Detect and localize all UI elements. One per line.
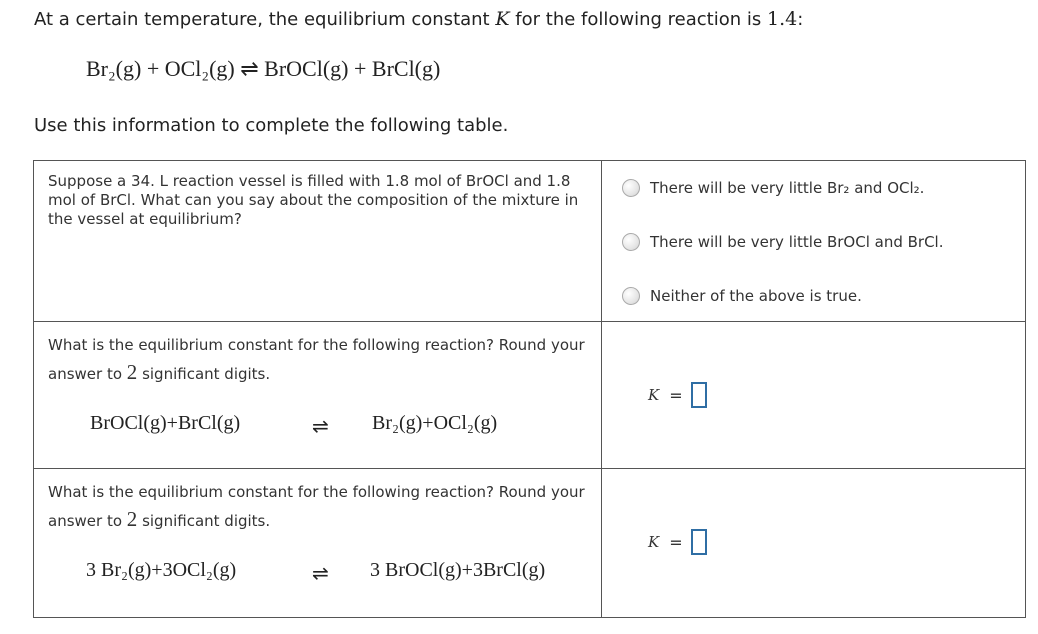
equals-sign: = xyxy=(669,532,683,552)
intro-text xyxy=(34,8,803,30)
k-label: K xyxy=(648,386,660,404)
table-row xyxy=(34,322,1026,469)
k-answer-input[interactable] xyxy=(691,529,707,555)
option-label: There will be very little BrOCl and BrCl. xyxy=(650,233,944,251)
k-value: 1.4 xyxy=(767,8,798,30)
reaction-reactants: 3 Br₂(g)+3OCl₂(g) xyxy=(86,559,237,581)
table-row xyxy=(34,161,1026,322)
question-text: Suppose a 34. L reaction vessel is filled with 1.8 mol of BrOCl and 1.8 mol of BrCl. What can you say about the composition of the mixture in the vessel at equilibrium? xyxy=(48,172,579,228)
reaction-reactants: BrOCl(g)+BrCl(g) xyxy=(90,412,241,434)
option-neither[interactable] xyxy=(622,287,862,305)
question-prefix: What is the equilibrium constant for the following reaction? Round your answer to xyxy=(48,336,585,383)
option-label: There will be very little Br₂ and OCl₂. xyxy=(650,179,925,197)
k-answer-line xyxy=(648,529,707,555)
radio-button[interactable] xyxy=(622,287,640,305)
answer-cell xyxy=(602,322,1026,469)
k-symbol: K xyxy=(495,8,510,30)
radio-button[interactable] xyxy=(622,179,640,197)
digits-value: 2 xyxy=(126,507,138,531)
option-little-products[interactable] xyxy=(622,233,944,251)
instruction-text: Use this information to complete the following table. xyxy=(34,115,509,136)
question-cell xyxy=(34,161,602,322)
question-prefix: What is the equilibrium constant for the following reaction? Round your answer to xyxy=(48,483,585,530)
intro-prefix: At a certain temperature, the equilibrium constant xyxy=(34,9,490,30)
equilibrium-arrow-icon: ⇌ xyxy=(312,561,329,585)
equilibrium-arrow-icon: ⇌ xyxy=(312,414,329,438)
question-text xyxy=(34,469,601,535)
option-label: Neither of the above is true. xyxy=(650,287,862,305)
reaction-products: Br₂(g)+OCl₂(g) xyxy=(372,412,498,434)
k-label: K xyxy=(648,533,660,551)
intro-middle: for the following reaction is xyxy=(515,9,762,30)
question-cell xyxy=(34,469,602,618)
k-answer-line xyxy=(648,382,707,408)
table-row xyxy=(34,469,1026,618)
question-text xyxy=(34,322,601,388)
intro-suffix: : xyxy=(797,9,804,30)
option-little-reactants[interactable] xyxy=(622,179,924,197)
reaction-products: 3 BrOCl(g)+3BrCl(g) xyxy=(370,559,546,581)
question-suffix: significant digits. xyxy=(142,365,271,383)
question-table xyxy=(33,160,1026,618)
answer-cell xyxy=(602,469,1026,618)
main-equation: Br₂(g) + OCl₂(g) ⇌ BrOCl(g) + BrCl(g) xyxy=(86,56,441,81)
k-answer-input[interactable] xyxy=(691,382,707,408)
radio-button[interactable] xyxy=(622,233,640,251)
digits-value: 2 xyxy=(126,360,138,384)
answer-cell xyxy=(602,161,1026,322)
question-cell xyxy=(34,322,602,469)
equals-sign: = xyxy=(669,385,683,405)
question-suffix: significant digits. xyxy=(142,512,271,530)
